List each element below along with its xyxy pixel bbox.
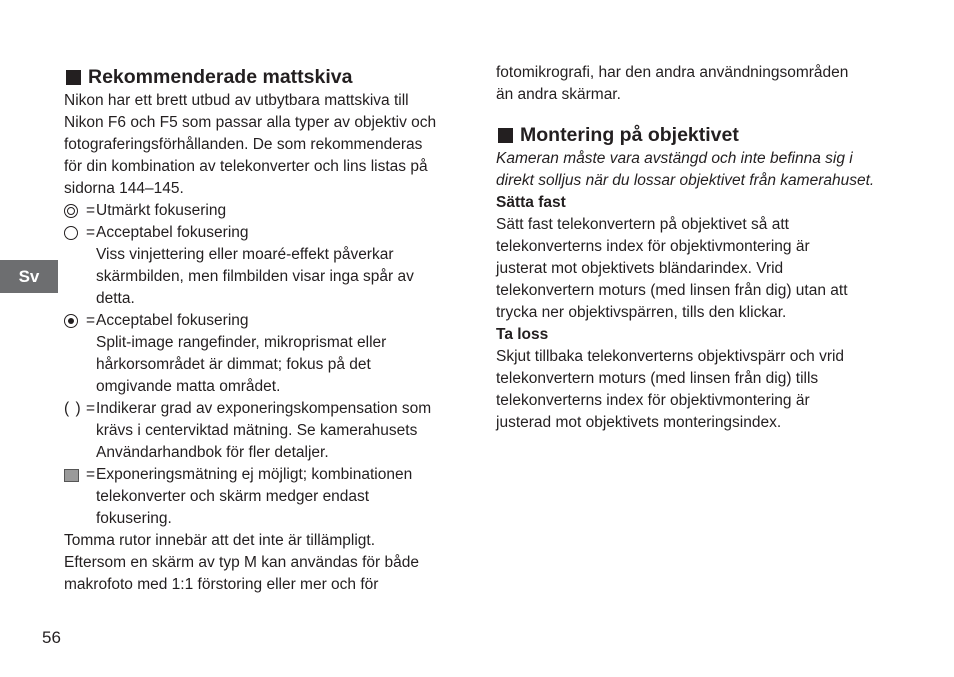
right-column — [496, 62, 888, 434]
legend-item: = Acceptabel fokusering — [64, 222, 459, 244]
legend-detail: krävs i centerviktad mätning. Se kamerahusets Användarhandbok för fler detaljer. — [96, 422, 418, 461]
page-number: 56 — [42, 628, 61, 647]
legend-detail: Split-image rangefinder, mikroprismat eller hårkorsområdet är dimmat; fokus på det omgivande matta området. — [96, 334, 387, 395]
legend-detail: Viss vinjettering eller moaré-effekt påverkar skärmbilden, men filmbilden visar inga spår av detta. — [96, 246, 414, 307]
dot-circle-icon — [64, 314, 78, 328]
subheading-remove: Ta loss — [496, 326, 549, 343]
outro-paragraph: Tomma rutor innebär att det inte är tillämpligt. Eftersom en skärm av typ M kan användas för både makrofoto med 1:1 förstoring eller mer och för — [64, 532, 419, 593]
legend-item: = Exponeringsmätning ej möjligt; kombinationen — [64, 464, 459, 486]
remove-paragraph: Skjut tillbaka telekonverterns objektivspärr och vrid telekonvertern moturs (med linsen från dig) tills telekonverterns index för objektivmontering är justerad mot objektivets monteringsindex. — [496, 348, 845, 431]
caution-note: Kameran måste vara avstängd och inte befinna sig i direkt solljus när du lossar objektivet från kamerahuset. — [496, 150, 875, 189]
circle-icon — [64, 226, 78, 240]
continued-paragraph: fotomikrografi, har den andra användningsområden än andra skärmar. — [496, 64, 849, 103]
legend-list — [64, 200, 459, 530]
legend-item: = Acceptabel fokusering — [64, 310, 459, 332]
legend-item: ( ) = Indikerar grad av exponeringskompensation som — [64, 398, 459, 420]
legend-detail: telekonverter och skärm medger endast fokusering. — [96, 488, 370, 527]
legend-item: = Utmärkt fokusering — [64, 200, 459, 222]
double-circle-icon — [64, 204, 78, 218]
attach-paragraph: Sätt fast telekonvertern på objektivet så att telekonverterns index för objektivmontering är justerat mot objektivets bländarindex. Vrid telekonvertern moturs (med linsen från dig) utan att trycka ner objektivspärren, tills den klickar. — [496, 216, 848, 321]
language-tab: Sv — [0, 260, 58, 293]
parentheses-icon: ( ) — [64, 400, 82, 417]
left-column — [64, 62, 459, 596]
section-heading-screens: Rekommenderade mattskiva — [64, 64, 459, 90]
intro-paragraph: Nikon har ett brett utbud av utbytbara mattskiva till Nikon F6 och F5 som passar alla typer av objektiv och fotograferingsförhållanden. De som rekommenderas för din kombination av telekonverter och lins listas på sidorna 144–145. — [64, 92, 437, 197]
subheading-attach: Sätta fast — [496, 194, 566, 211]
square-bullet-icon — [498, 128, 513, 143]
gray-box-icon — [64, 469, 79, 482]
section-heading-mounting: Montering på objektivet — [496, 122, 888, 148]
square-bullet-icon — [66, 70, 81, 85]
